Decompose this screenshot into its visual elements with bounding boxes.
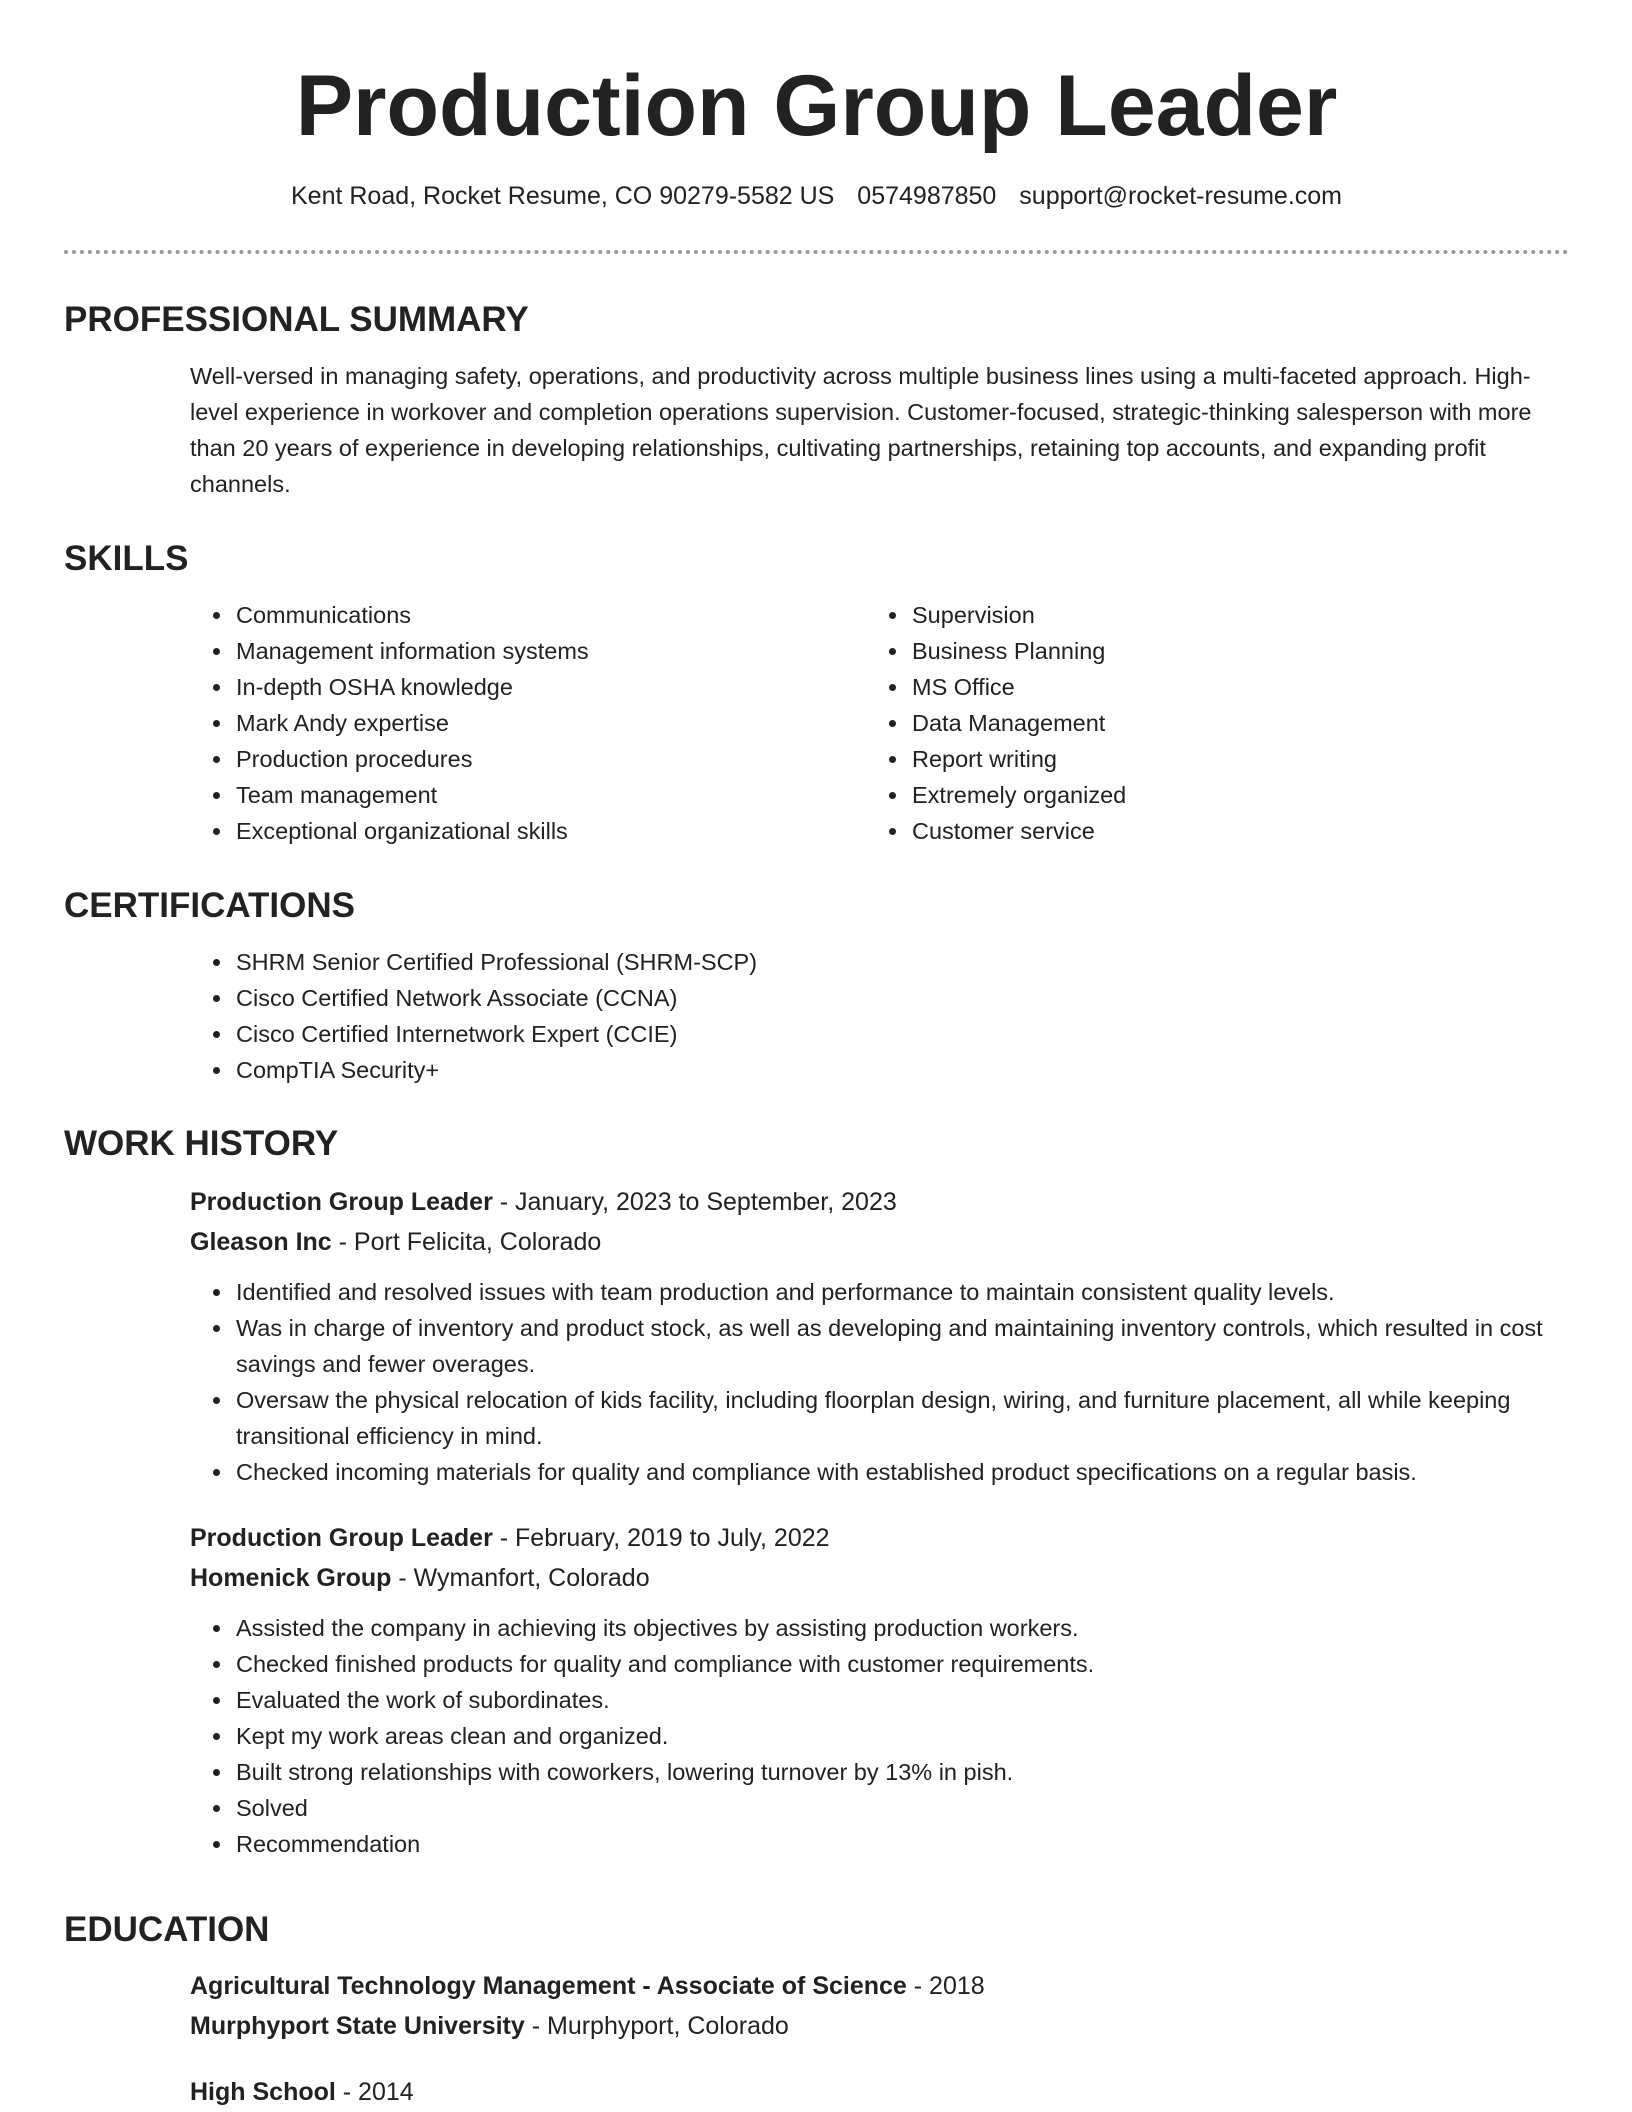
list-item: • Supervision: [910, 597, 1510, 633]
list-item: • Mark Andy expertise: [234, 705, 734, 741]
education-degree-line: [190, 1966, 1569, 2006]
list-item: • Solved: [234, 1790, 1569, 1826]
work-history-heading: WORK HISTORY: [64, 1124, 339, 1163]
skills-list-right: [910, 597, 1510, 849]
job-entry: [64, 1518, 1569, 1862]
contact-address: Kent Road, Rocket Resume, CO 90279-5582 US: [290, 182, 835, 210]
contact-phone: 0574987850: [857, 182, 997, 210]
list-item: • Data Management: [910, 705, 1510, 741]
list-item: • Team management: [234, 777, 734, 813]
education-degree: High School: [190, 2078, 336, 2106]
education-degree-line: [190, 2072, 1569, 2112]
education-heading: EDUCATION: [64, 1910, 270, 1949]
contact-line: [64, 180, 1569, 212]
job-dates: - January, 2023 to September, 2023: [492, 1188, 897, 1216]
job-company-line: [190, 1558, 1569, 1598]
certifications-list: [64, 944, 1569, 1088]
summary-text: Well-versed in managing safety, operations, and productivity across multiple business lines using a multi-faceted approach. High-level experience in workover and completion operations supervision. Customer-focused, strategic-thinking salesperson with more than 20 years of experience in developing relationships, cultivating partnerships, retaining top accounts, and expanding profit channels.: [190, 363, 1532, 497]
list-item: • Oversaw the physical relocation of kids facility, including floorplan design, wiring, and furniture placement, all while keeping transitional efficiency in mind.: [234, 1382, 1569, 1454]
job-company-line: [190, 1222, 1569, 1262]
education-entry: [64, 1966, 1569, 2046]
list-item: • Built strong relationships with coworkers, lowering turnover by 13% in pish.: [234, 1754, 1569, 1790]
job-location: - Port Felicita, Colorado: [331, 1228, 602, 1256]
header-divider: [64, 250, 1569, 254]
education-entry: [64, 2072, 1569, 2112]
resume-page: [64, 0, 1569, 2106]
education-location: - Murphyport, Colorado: [524, 2012, 789, 2040]
work-history-section: [64, 1122, 1569, 1862]
list-item: • Cisco Certified Network Associate (CCNA): [234, 980, 1569, 1016]
list-item: • Was in charge of inventory and product stock, as well as developing and maintaining inventory controls, which resulted in cost savings and fewer overages.: [234, 1310, 1569, 1382]
education-section: [64, 1908, 1569, 2112]
job-duties: [64, 1274, 1569, 1490]
job-location: - Wymanfort, Colorado: [391, 1564, 650, 1592]
list-item: • Checked finished products for quality and compliance with customer requirements.: [234, 1646, 1569, 1682]
list-item: • Kept my work areas clean and organized.: [234, 1718, 1569, 1754]
list-item: • Evaluated the work of subordinates.: [234, 1682, 1569, 1718]
list-item: • Report writing: [910, 741, 1510, 777]
education-school: Murphyport State University: [190, 2012, 525, 2040]
job-title-line: [190, 1182, 1569, 1222]
job-company: Homenick Group: [190, 1564, 392, 1592]
education-degree: Agricultural Technology Management - Associate of Science: [190, 1972, 907, 2000]
education-year: - 2018: [906, 1972, 985, 2000]
list-item: • CompTIA Security+: [234, 1052, 1569, 1088]
job-entry: [64, 1182, 1569, 1490]
job-role: Production Group Leader: [190, 1188, 493, 1216]
education-school-line: [190, 2006, 1569, 2046]
skills-heading: SKILLS: [64, 539, 189, 578]
certifications-section: [64, 884, 1569, 1088]
job-dates: - February, 2019 to July, 2022: [492, 1524, 830, 1552]
list-item: • In-depth OSHA knowledge: [234, 669, 734, 705]
resume-title: Production Group Leader: [295, 58, 1338, 154]
list-item: • Extremely organized: [910, 777, 1510, 813]
certifications-heading: CERTIFICATIONS: [64, 886, 356, 925]
job-title-line: [190, 1518, 1569, 1558]
job-company: Gleason Inc: [190, 1228, 332, 1256]
summary-section: [64, 298, 1569, 502]
list-item: • Recommendation: [234, 1826, 1569, 1862]
list-item: • Customer service: [910, 813, 1510, 849]
list-item: • Checked incoming materials for quality and compliance with established product specifications on a regular basis.: [234, 1454, 1569, 1490]
skills-section: [64, 537, 1569, 849]
list-item: • Management information systems: [234, 633, 734, 669]
contact-email[interactable]: support@rocket-resume.com: [1019, 182, 1343, 210]
education-year: - 2014: [335, 2078, 414, 2106]
summary-heading: PROFESSIONAL SUMMARY: [64, 300, 529, 339]
list-item: • Exceptional organizational skills: [234, 813, 734, 849]
list-item: • Identified and resolved issues with team production and performance to maintain consistent quality levels.: [234, 1274, 1569, 1310]
skills-list-left: [64, 597, 734, 849]
list-item: • Communications: [234, 597, 734, 633]
list-item: • Assisted the company in achieving its objectives by assisting production workers.: [234, 1610, 1569, 1646]
job-role: Production Group Leader: [190, 1524, 493, 1552]
list-item: • Production procedures: [234, 741, 734, 777]
list-item: • SHRM Senior Certified Professional (SHRM-SCP): [234, 944, 1569, 980]
list-item: • MS Office: [910, 669, 1510, 705]
list-item: • Business Planning: [910, 633, 1510, 669]
list-item: • Cisco Certified Internetwork Expert (CCIE): [234, 1016, 1569, 1052]
skills-columns: [64, 597, 1569, 849]
job-duties: [64, 1610, 1569, 1862]
